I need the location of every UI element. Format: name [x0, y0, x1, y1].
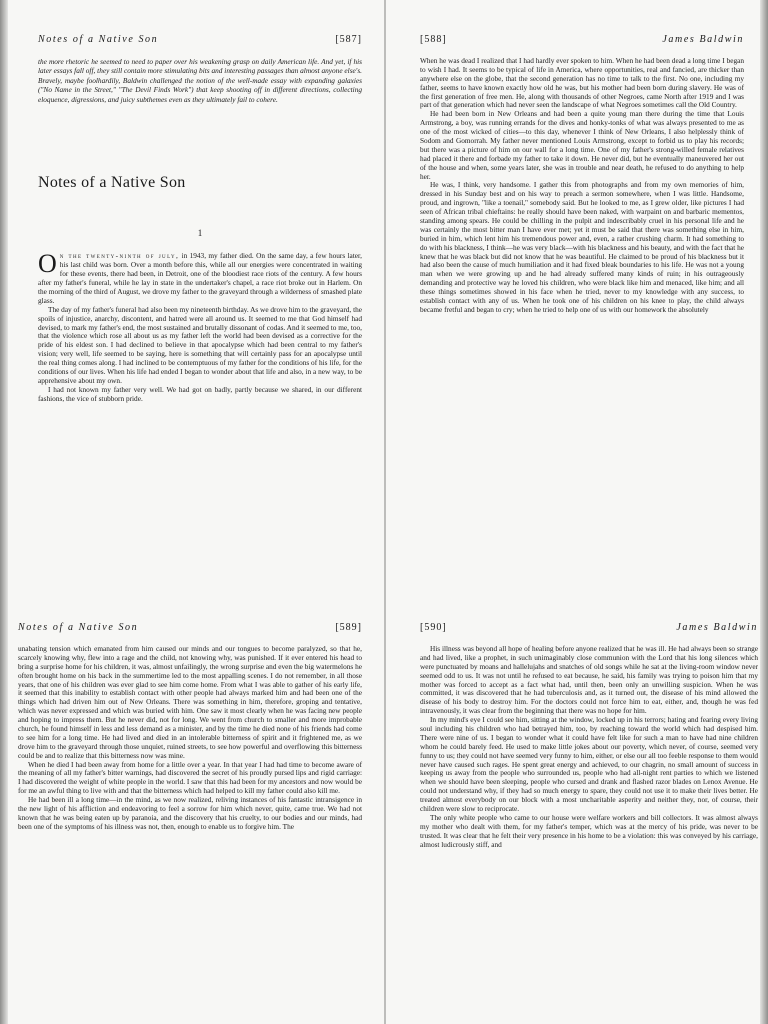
page-number: [587]: [335, 34, 362, 45]
paragraph: unabating tension which emanated from him caused our minds and our tongues to become paralyzed, so that he, scarcely knowing why, flew into a rage and the child, not knowing why, was punished. If it ever entered his head to bring a surprise home for his children, it was, almost unfailingly, the wrong surprise and even the big watermelons he often brought home on his back in the summertime led to the most appalling scenes. I do not remember, in all those years, that one of his children was ever glad to see him come home. From what I was able to gather of his early life, it seemed that this inability to establish contact with other people had always marked him and had been one of the things which had driven him out of New Orleans. There was something in him, therefore, groping and tentative, which was never expressed and which was buried with him. One saw it most clearly when he was facing new people and hoping to impress them. But he never did, not for long. We went from church to smaller and more improbable church, he found himself in less and less demand as a minister, and by the time he died none of his friends had come to see him for a long time. He had lived and died in an intolerable bitterness of spirit and it frightened me, as we drove him to the graveyard through those unquiet, ruined streets, to see how powerful and overflowing this bitterness could be and to realize that this bitterness now was mine.: [18, 644, 362, 760]
drop-cap: O: [38, 249, 57, 279]
paragraph: He was, I think, very handsome. I gather this from photographs and from my own memories of him, dressed in his Sunday best and on his way to preach a sermon somewhere, when I was little. Handsome, proud, and ingrown, "like a toenail," somebody said. But he looked to me, as I grew older, like pictures I had seen of African tribal chieftains: he really should have been naked, with warpaint on and barbaric mementos, standing among spears. He could be chilling in the pulpit and indescribably cruel in his personal life and he was certainly the most bitter man I have ever met; yet it must be said that there was something else in him, buried in him, which lent him his tremendous power and, even, a rather crushing charm. It had something to do with his blackness, I think—he was very black—with his blackness and his beauty, and with the fact that he knew that he was black but did not know that he was beautiful. He claimed to be proud of his blackness but it had also been the cause of much humiliation and it had fixed bleak boundaries to his life. He was not a young man when we were growing up and he had already suffered many kinds of ruin; in his outrageously demanding and protective way he loved his children, who were black like him and menaced, like him; and all these things sometimes showed in his face when he tried, never to my knowledge with any success, to establish contact with any of us. When he took one of his children on his knee to play, the child always became fretful and began to cry; when he tried to help one of us with our homework the absolutely: [420, 180, 744, 314]
paragraph: The day of my father's funeral had also been my nineteenth birthday. As we drove him to the graveyard, the spoils of injustice, anarchy, discontent, and hatred were all around us. It seemed to me that God himself had devised, to mark my father's end, the most sustained and brutally dissonant of codas. And it seemed to me, too, that the violence which rose all about us as my father left the world had been devised as a corrective for the pride of his eldest son. I had declined to believe in that apocalypse which had been central to my father's vision; very well, life seemed to be saying, here is something that will certainly pass for an apocalypse until the real thing comes along. I had inclined to be contemptuous of my father for the conditions of his life, for the conditions of our lives. When his life had ended I began to wonder about that life and also, in a new way, to be apprehensive about my own.: [38, 304, 362, 385]
opening-paragraph: [38, 249, 362, 305]
page-587: [0, 0, 384, 512]
paragraph: I had not known my father very well. We had got on badly, partly because we shared, in our different fashions, the vice of stubborn pride.: [38, 384, 362, 403]
section-number: 1: [197, 228, 203, 239]
page-589: [0, 512, 384, 1024]
running-head-title: Notes of a Native Son: [18, 622, 139, 633]
opening-text: in 1943, my father died. On the same day, a few hours later, his last child was born. Over a month before this, while all our energies were concentrated in waiting for these events, there had been, in Detroit, one of the bloodiest race riots of the century. A few hours after my father's funeral, while he lay in state in the undertaker's chapel, a race riot broke out in Harlem. On the morning of the third of August, we drove my father to the graveyard through a wilderness of smashed plate glass.: [38, 251, 362, 305]
running-head: [420, 622, 758, 633]
paragraph: In my mind's eye I could see him, sitting at the window, locked up in his terrors; hating and fearing every living soul including his children who had betrayed him, too, by reaching toward the world which had despised him. There were nine of us. I began to wonder what it could have felt like for such a man to have had nine children whom he could barely feed. He used to make little jokes about our poverty, which never, of course, seemed very funny to us; they could not have seemed very funny to him, either, or else our all too feeble response to them would never have caused such rages. He spent great energy and achieved, to our chagrin, no small amount of success in keeping us away from the people who surrounded us, people who had all-night rent parties to which we listened when we should have been sleeping, people who cursed and drank and flashed razor blades on Lenox Avenue. He could not understand why, if they had so much energy to spare, they could not use it to make their lives better. He treated almost everybody on our block with a most uncharitable asperity and neither they, nor, of course, their children were slow to reciprocate.: [420, 715, 758, 814]
paragraph: He had been born in New Orleans and had been a quite young man there during the time that Louis Armstrong, a boy, was running errands for the dives and honky-tonks of what was always presented to me as one of the most wicked of cities—to this day, whenever I think of New Orleans, I also helplessly think of Sodom and Gomorrah. My father never mentioned Louis Armstrong, except to forbid us to play his records; but there was a picture of him on our wall for a long time. One of my father's strong-willed female relatives had placed it there and forbade my father to take it down. He never did, but he eventually maneuvered her out of the house and when, some years later, she was in trouble and near death, he refused to do anything to help her.: [420, 109, 744, 181]
running-head-title: Notes of a Native Son: [38, 34, 159, 45]
running-head-title: James Baldwin: [676, 622, 758, 633]
essay-title: Notes of a Native Son: [38, 174, 186, 192]
page-number: [588]: [420, 34, 447, 45]
paragraph: When he was dead I realized that I had hardly ever spoken to him. When he had been dead a long time I began to wish I had. It seems to be typical of life in America, where opportunities, real and fancied, are thicker than anywhere else on the globe, that the second generation has no time to talk to the first. No one, including my father, seems to have known exactly how old he was, but his mother had been born during slavery. He was of the first generation of free men. He, along with thousands of other Negroes, came North after 1919 and I was part of that generation which had never seen the landscape of what Negroes sometimes call the Old Country.: [420, 56, 744, 110]
opening-smallcaps: n the twenty-ninth of july,: [59, 251, 180, 261]
page-number: [589]: [335, 622, 362, 633]
page-number: [590]: [420, 622, 447, 633]
running-head: [18, 622, 362, 633]
paragraph: The only white people who came to our house were welfare workers and bill collectors. It was almost always my mother who dealt with them, for my father's temper, which was at the mercy of his pride, was never to be trusted. It was clear that he felt their very presence in his home to be a violation: this was conveyed by his carriage, almost ludicrously stiff, and: [420, 812, 758, 849]
paragraph: When he died I had been away from home for a little over a year. In that year I had had time to become aware of the meaning of all my father's bitter warnings, had discovered the secret of his proudly pursed lips and rigid carriage: I had discovered the weight of white people in the world. I saw that this had been for my ancestors and now would be for me an awful thing to live with and that the bitterness which had helped to kill my father could also kill me.: [18, 759, 362, 796]
running-head: [420, 34, 744, 45]
page-590: [384, 512, 768, 1024]
paragraph: He had been ill a long time—in the mind, as we now realized, reliving instances of his fantastic intransigence in the new light of his affliction and endeavoring to feel a sorrow for him which never, quite, came true. We had not known that he was being eaten up by paranoia, and the discovery that his cruelty, to our bodies and our minds, had been one of the symptoms of his illness was not, then, enough to enable us to forgive him. The: [18, 795, 362, 831]
running-head-title: James Baldwin: [662, 34, 744, 45]
page-588: [384, 0, 768, 512]
editor-intro: the more rhetoric he seemed to need to paper over his weakening grasp on daily American life. And yet, if his later essays fall off, they still contain more stimulating bits and interesting passages than almost anyone else's. Bravely, maybe foolhardily, Baldwin challenged the notion of the well-made essay with expanding galaxies ("No Name in the Street," "The Devil Finds Work") that keep shooting off in different directions, collecting eloquence, digressions, and juicy subthemes even as they ultimately fail to cohere.: [38, 57, 362, 104]
running-head: [38, 34, 362, 45]
paragraph: His illness was beyond all hope of healing before anyone realized that he was ill. He had always been so strange and had lived, like a prophet, in such unimaginably close communion with the Lord that his long silences which were punctuated by moans and hallelujahs and snatches of old songs while he sat at the living-room window never seemed odd to us. It was not until he refused to eat because, he said, his family was trying to poison him that my mother was forced to accept as a fact what had, until then, been only an unwilling suspicion. When he was committed, it was discovered that he had tuberculosis and, as it turned out, the disease of his mind allowed the disease of his body to destroy him. For the doctors could not force him to eat, either, and, though he was fed intravenously, it was clear from the beginning that there was no hope for him.: [420, 644, 758, 716]
